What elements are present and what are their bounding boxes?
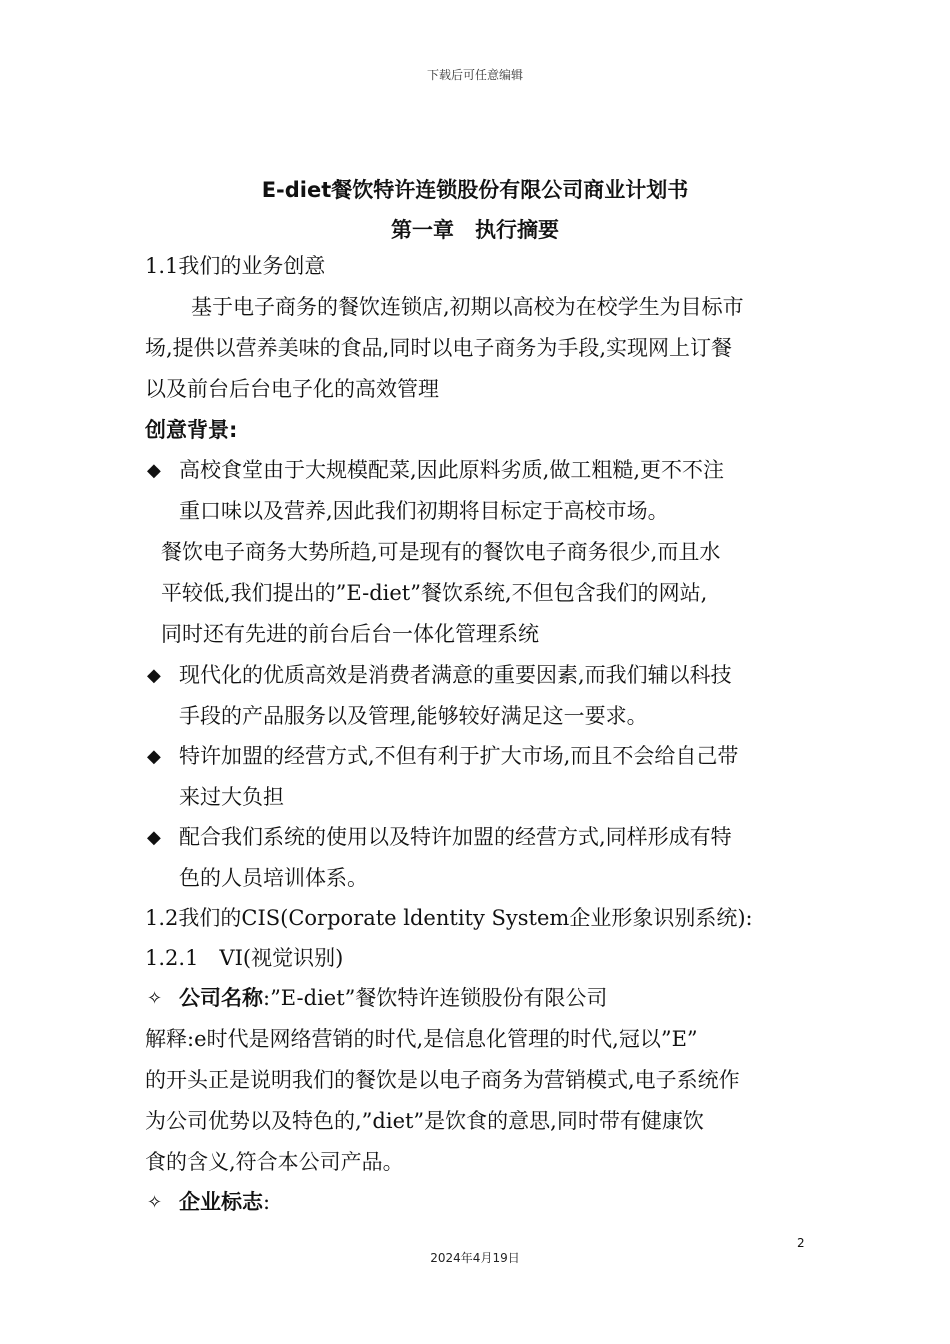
section-heading-1-2: 1.2我们的CIS(Corporate ldentity System企业形象识别系统): <box>145 906 753 930</box>
bullet-text-line: 特许加盟的经营方式,不但有利于扩大市场,而且不会给自己带 <box>179 744 739 768</box>
bullet-text-line: 高校食堂由于大规模配菜,因此原料劣质,做工粗糙,更不不注 <box>179 458 725 482</box>
explanation-line: 为公司优势以及特色的,”diet”是饮食的意思,同时带有健康饮 <box>145 1109 704 1133</box>
company-name-line <box>179 988 607 1009</box>
footer-date: 2024年4月19日 <box>430 1251 520 1265</box>
chapter-heading: 第一章 执行摘要 <box>391 218 559 242</box>
explanation-line: 食的含义,符合本公司产品。 <box>145 1150 404 1174</box>
bullet-text-line: 现代化的优质高效是消费者满意的重要因素,而我们辅以科技 <box>179 663 732 687</box>
company-name-label: 公司名称 <box>179 986 263 1010</box>
background-heading: 创意背景: <box>145 418 238 442</box>
bullet-text-line: 手段的产品服务以及管理,能够较好满足这一要求。 <box>179 704 648 728</box>
black-diamond-icon: ◆ <box>147 665 161 686</box>
bullet-text-line: 来过大负担 <box>179 785 284 809</box>
four-pointed-star-icon: ✧ <box>147 988 163 1009</box>
paragraph-line: 以及前台后台电子化的高效管理 <box>145 377 439 401</box>
logo-colon: : <box>263 1190 271 1214</box>
paragraph-line: 场,提供以营养美味的食品,同时以电子商务为手段,实现网上订餐 <box>145 336 733 360</box>
bullet-text-line: 色的人员培训体系。 <box>179 866 368 890</box>
paragraph-line: 基于电子商务的餐饮连锁店,初期以高校为在校学生为目标市 <box>191 295 744 319</box>
company-name-value: :”E-diet”餐饮特许连锁股份有限公司 <box>263 986 608 1010</box>
black-diamond-icon: ◆ <box>147 827 161 848</box>
black-diamond-icon: ◆ <box>147 460 161 481</box>
logo-line <box>179 1192 270 1213</box>
explanation-line: 解释:e时代是网络营销的时代,是信息化管理的时代,冠以”E” <box>145 1027 698 1051</box>
bullet-text-line: 配合我们系统的使用以及特许加盟的经营方式,同样形成有特 <box>179 825 732 849</box>
bullet-text-line: 重口味以及营养,因此我们初期将目标定于高校市场。 <box>179 499 669 523</box>
paragraph-line: 餐饮电子商务大势所趋,可是现有的餐饮电子商务很少,而且水 <box>161 540 721 564</box>
document-title: E-diet餐饮特许连锁股份有限公司商业计划书 <box>261 178 689 202</box>
black-diamond-icon: ◆ <box>147 746 161 767</box>
paragraph-line: 同时还有先进的前台后台一体化管理系统 <box>161 622 539 646</box>
explanation-line: 的开头正是说明我们的餐饮是以电子商务为营销模式,电子系统作 <box>145 1068 740 1092</box>
subsection-heading-1-2-1: 1.2.1 VI(视觉识别) <box>145 946 344 970</box>
section-heading-1-1: 1.1我们的业务创意 <box>145 254 326 278</box>
paragraph-line: 平较低,我们提出的”E-diet”餐饮系统,不但包含我们的网站, <box>161 581 708 605</box>
four-pointed-star-icon: ✧ <box>147 1192 163 1213</box>
page-number: 2 <box>797 1236 805 1250</box>
logo-label: 企业标志 <box>179 1190 263 1214</box>
page-header-note: 下载后可任意编辑 <box>426 68 523 82</box>
